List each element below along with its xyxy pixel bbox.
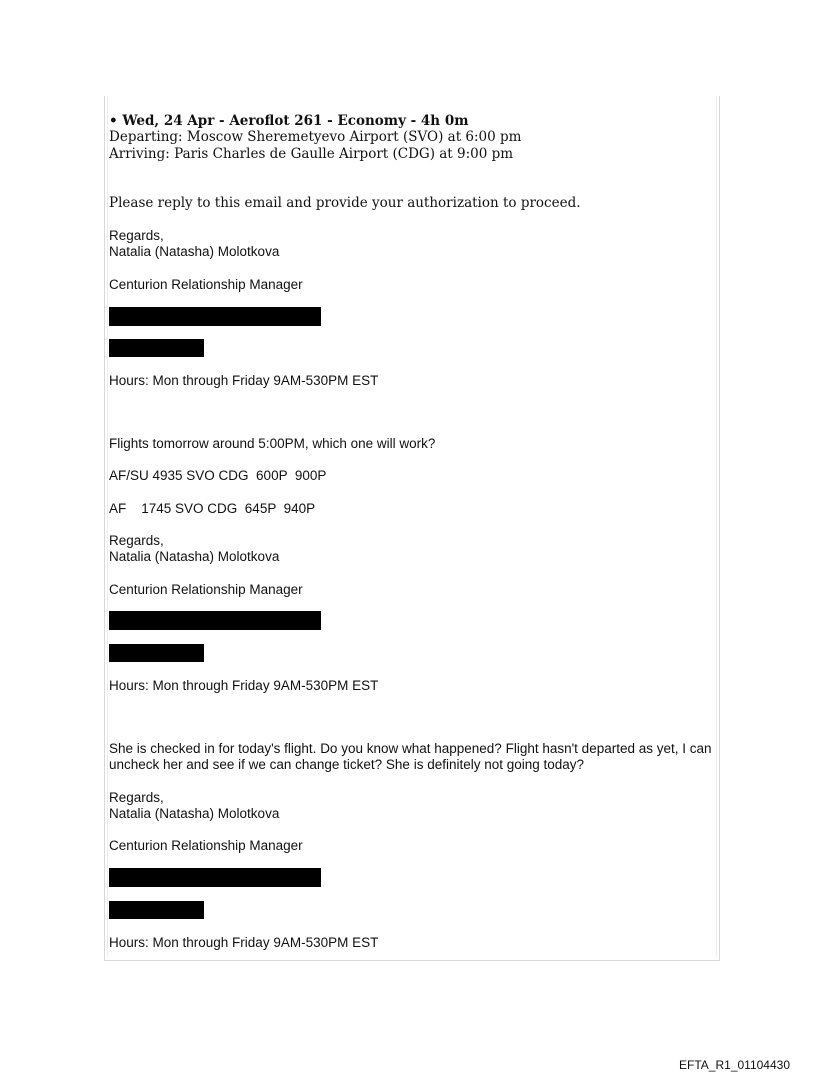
signature-name: Natalia (Natasha) Molotkova: [109, 244, 280, 259]
flight-heading: • Wed, 24 Apr - Aeroflot 261 - Economy - 4h 0m: [109, 113, 469, 129]
arriving-line: Arriving: Paris Charles de Gaulle Airport (CDG) at 9:00 pm: [109, 146, 514, 162]
signature-name: Natalia (Natasha) Molotkova: [109, 806, 280, 821]
redaction-block: [109, 611, 321, 630]
signature-hours: Hours: Mon through Friday 9AM-530PM EST: [109, 935, 379, 950]
signature-regards: Regards,: [109, 533, 164, 548]
flight-option-1: AF/SU 4935 SVO CDG 600P 900P: [109, 468, 327, 483]
redaction-block: [109, 307, 321, 326]
redaction-block: [109, 644, 204, 662]
redaction-block: [109, 339, 204, 357]
signature-regards: Regards,: [109, 228, 164, 243]
signature-hours: Hours: Mon through Friday 9AM-530PM EST: [109, 373, 379, 388]
redaction-block: [109, 868, 321, 887]
signature-regards: Regards,: [109, 790, 164, 805]
flight-option-2: AF 1745 SVO CDG 645P 940P: [109, 501, 316, 516]
email-frame: [104, 96, 720, 961]
redaction-block: [109, 901, 204, 919]
flight-options-question: Flights tomorrow around 5:00PM, which one will work?: [109, 436, 436, 451]
signature-name: Natalia (Natasha) Molotkova: [109, 549, 280, 564]
signature-title: Centurion Relationship Manager: [109, 838, 303, 853]
message-body: She is checked in for today's flight. Do you know what happened? Flight hasn't departed as yet, I can uncheck her and see if we can change ticket? She is definitely not going today?: [109, 741, 712, 772]
signature-title: Centurion Relationship Manager: [109, 277, 303, 292]
departing-line: Departing: Moscow Sheremetyevo Airport (SVO) at 6:00 pm: [109, 129, 522, 145]
document-id: EFTA_R1_01104430: [679, 1058, 790, 1072]
signature-hours: Hours: Mon through Friday 9AM-530PM EST: [109, 678, 379, 693]
signature-title: Centurion Relationship Manager: [109, 582, 303, 597]
authorization-request: Please reply to this email and provide your authorization to proceed.: [109, 195, 581, 211]
